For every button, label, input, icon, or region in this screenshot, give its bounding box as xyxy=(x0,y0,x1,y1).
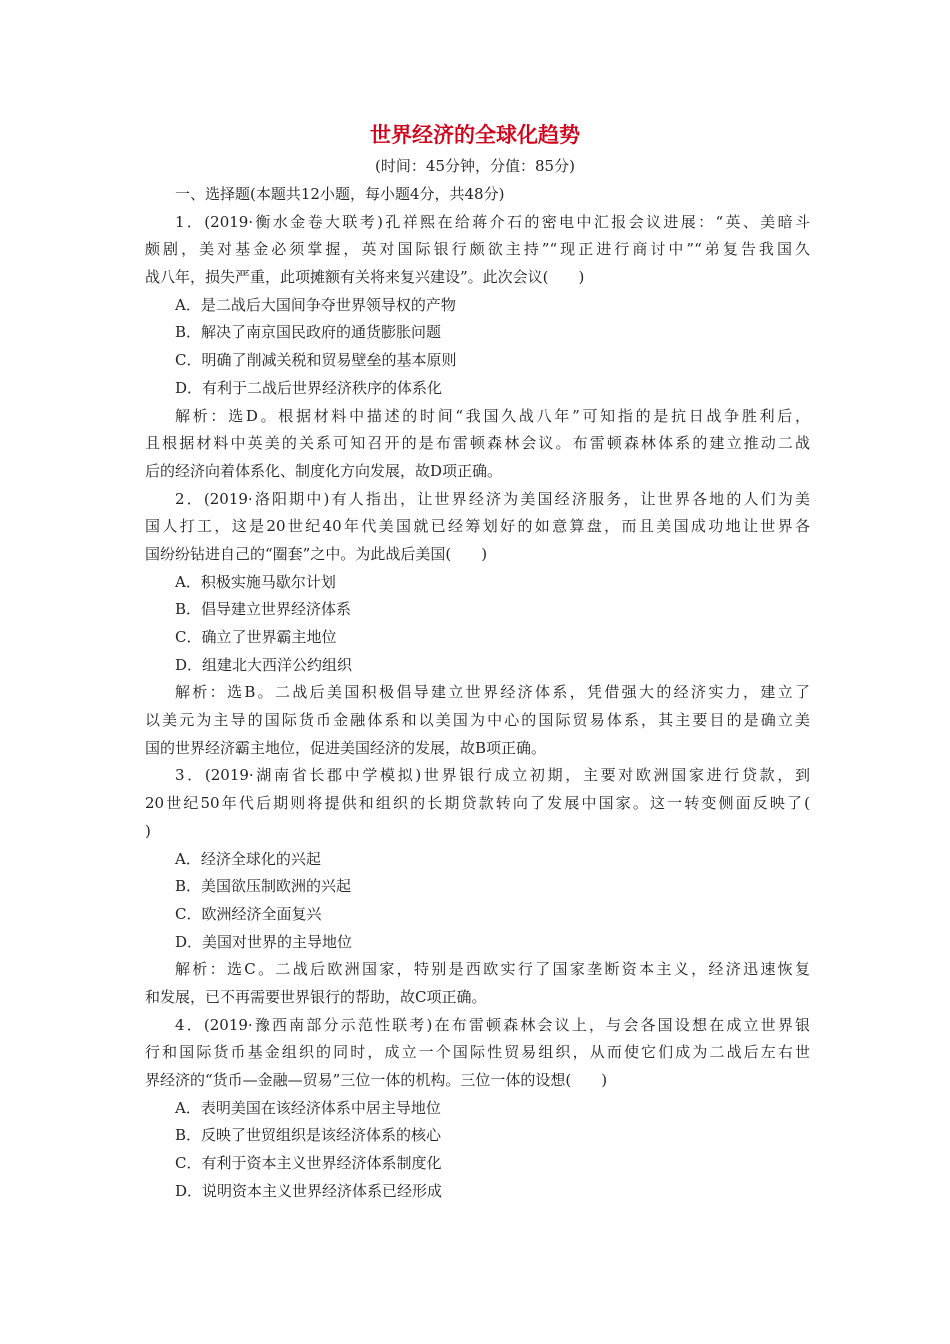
analysis-line: 且根据材料中英美的关系可知召开的是布雷顿森林会议。布雷顿森林体系的建立推动二战 xyxy=(145,434,810,453)
analysis-line: 解析：选D。根据材料中描述的时间“我国久战八年”可知指的是抗日战争胜利后， xyxy=(175,406,810,425)
option-a: A．经济全球化的兴起 xyxy=(175,849,321,868)
question-stem-line: 2．(2019·洛阳期中)有人指出，让世界经济为美国经济服务，让世界各地的人们为美 xyxy=(175,489,810,508)
question-stem-line: ) xyxy=(145,821,151,840)
analysis-line: 解析：选B。二战后美国积极倡导建立世界经济体系，凭借强大的经济实力，建立了 xyxy=(175,683,810,702)
option-a: A．是二战后大国间争夺世界领导权的产物 xyxy=(175,295,456,314)
analysis-line: 后的经济向着体系化、制度化方向发展，故D项正确。 xyxy=(145,461,503,480)
question-stem-line: 1．(2019·衡水金卷大联考)孔祥熙在给蒋介石的密电中汇报会议进展：“英、美暗斗 xyxy=(175,212,810,231)
option-c: C．明确了削减关税和贸易壁垒的基本原则 xyxy=(175,351,457,370)
analysis-line: 国的世界经济霸主地位，促进美国经济的发展，故B项正确。 xyxy=(145,738,547,757)
option-c: C．欧洲经济全面复兴 xyxy=(175,904,322,923)
section-heading: 一、选择题(本题共12小题，每小题4分，共48分) xyxy=(175,185,505,203)
question-stem-line: 行和国际货币基金组织的同时，成立一个国际性贸易组织，从而使它们成为二战后左右世 xyxy=(145,1043,810,1062)
question-3 xyxy=(145,762,810,1011)
option-b: B．倡导建立世界经济体系 xyxy=(175,600,352,619)
option-d: D．美国对世界的主导地位 xyxy=(175,932,353,951)
option-d: D．说明资本主义世界经济体系已经形成 xyxy=(175,1181,443,1200)
question-stem-line: 国人打工，这是20世纪40年代美国就已经筹划好的如意算盘，而且美国成功地让世界各 xyxy=(145,517,810,536)
option-a: A．表明美国在该经济体系中居主导地位 xyxy=(175,1098,441,1117)
question-stem-line: 4．(2019·豫西南部分示范性联考)在布雷顿森林会议上，与会各国设想在成立世界银 xyxy=(175,1015,810,1034)
document-body xyxy=(145,181,810,1205)
analysis-line: 和发展，已不再需要世界银行的帮助，故C项正确。 xyxy=(145,987,487,1006)
document-subtitle: (时间：45分钟，分值：85分) xyxy=(375,157,575,175)
option-b: B．解决了南京国民政府的通货膨胀问题 xyxy=(175,323,442,342)
option-d: D．组建北大西洋公约组织 xyxy=(175,655,353,674)
question-4 xyxy=(145,1012,810,1206)
option-b: B．反映了世贸组织是该经济体系的核心 xyxy=(175,1126,442,1145)
question-stem-line: 界经济的“货币—金融—贸易”三位一体的机构。三位一体的设想( ) xyxy=(145,1071,608,1089)
question-stem-line: 战八年，损失严重，此项摊额有关将来复兴建设”。此次会议( ) xyxy=(145,268,585,287)
question-1 xyxy=(145,209,810,486)
question-stem-line: 国纷纷钻进自己的“圈套”之中。为此战后美国( ) xyxy=(145,544,488,563)
question-stem-line: 3．(2019·湖南省长郡中学模拟)世界银行成立初期，主要对欧洲国家进行贷款，到 xyxy=(175,766,810,785)
option-a: A．积极实施马歇尔计划 xyxy=(175,572,336,591)
analysis-line: 解析：选C。二战后欧洲国家，特别是西欧实行了国家垄断资本主义，经济迅速恢复 xyxy=(175,960,810,979)
question-stem-line: 颇剧，美对基金必须掌握，英对国际银行颇欲主持”“现正进行商讨中”“弟复告我国久 xyxy=(145,240,810,259)
document-title: 世界经济的全球化趋势 xyxy=(370,122,580,147)
question-2 xyxy=(145,486,810,763)
option-b: B．美国欲压制欧洲的兴起 xyxy=(175,877,352,896)
analysis-line: 以美元为主导的国际货币金融体系和以美国为中心的国际贸易体系，其主要目的是确立美 xyxy=(145,711,810,730)
question-stem-line: 20世纪50年代后期则将提供和组织的长期贷款转向了发展中国家。这一转变侧面反映了( xyxy=(145,794,810,813)
option-d: D．有利于二战后世界经济秩序的体系化 xyxy=(175,378,443,397)
option-c: C．有利于资本主义世界经济体系制度化 xyxy=(175,1154,442,1173)
option-c: C．确立了世界霸主地位 xyxy=(175,628,337,646)
